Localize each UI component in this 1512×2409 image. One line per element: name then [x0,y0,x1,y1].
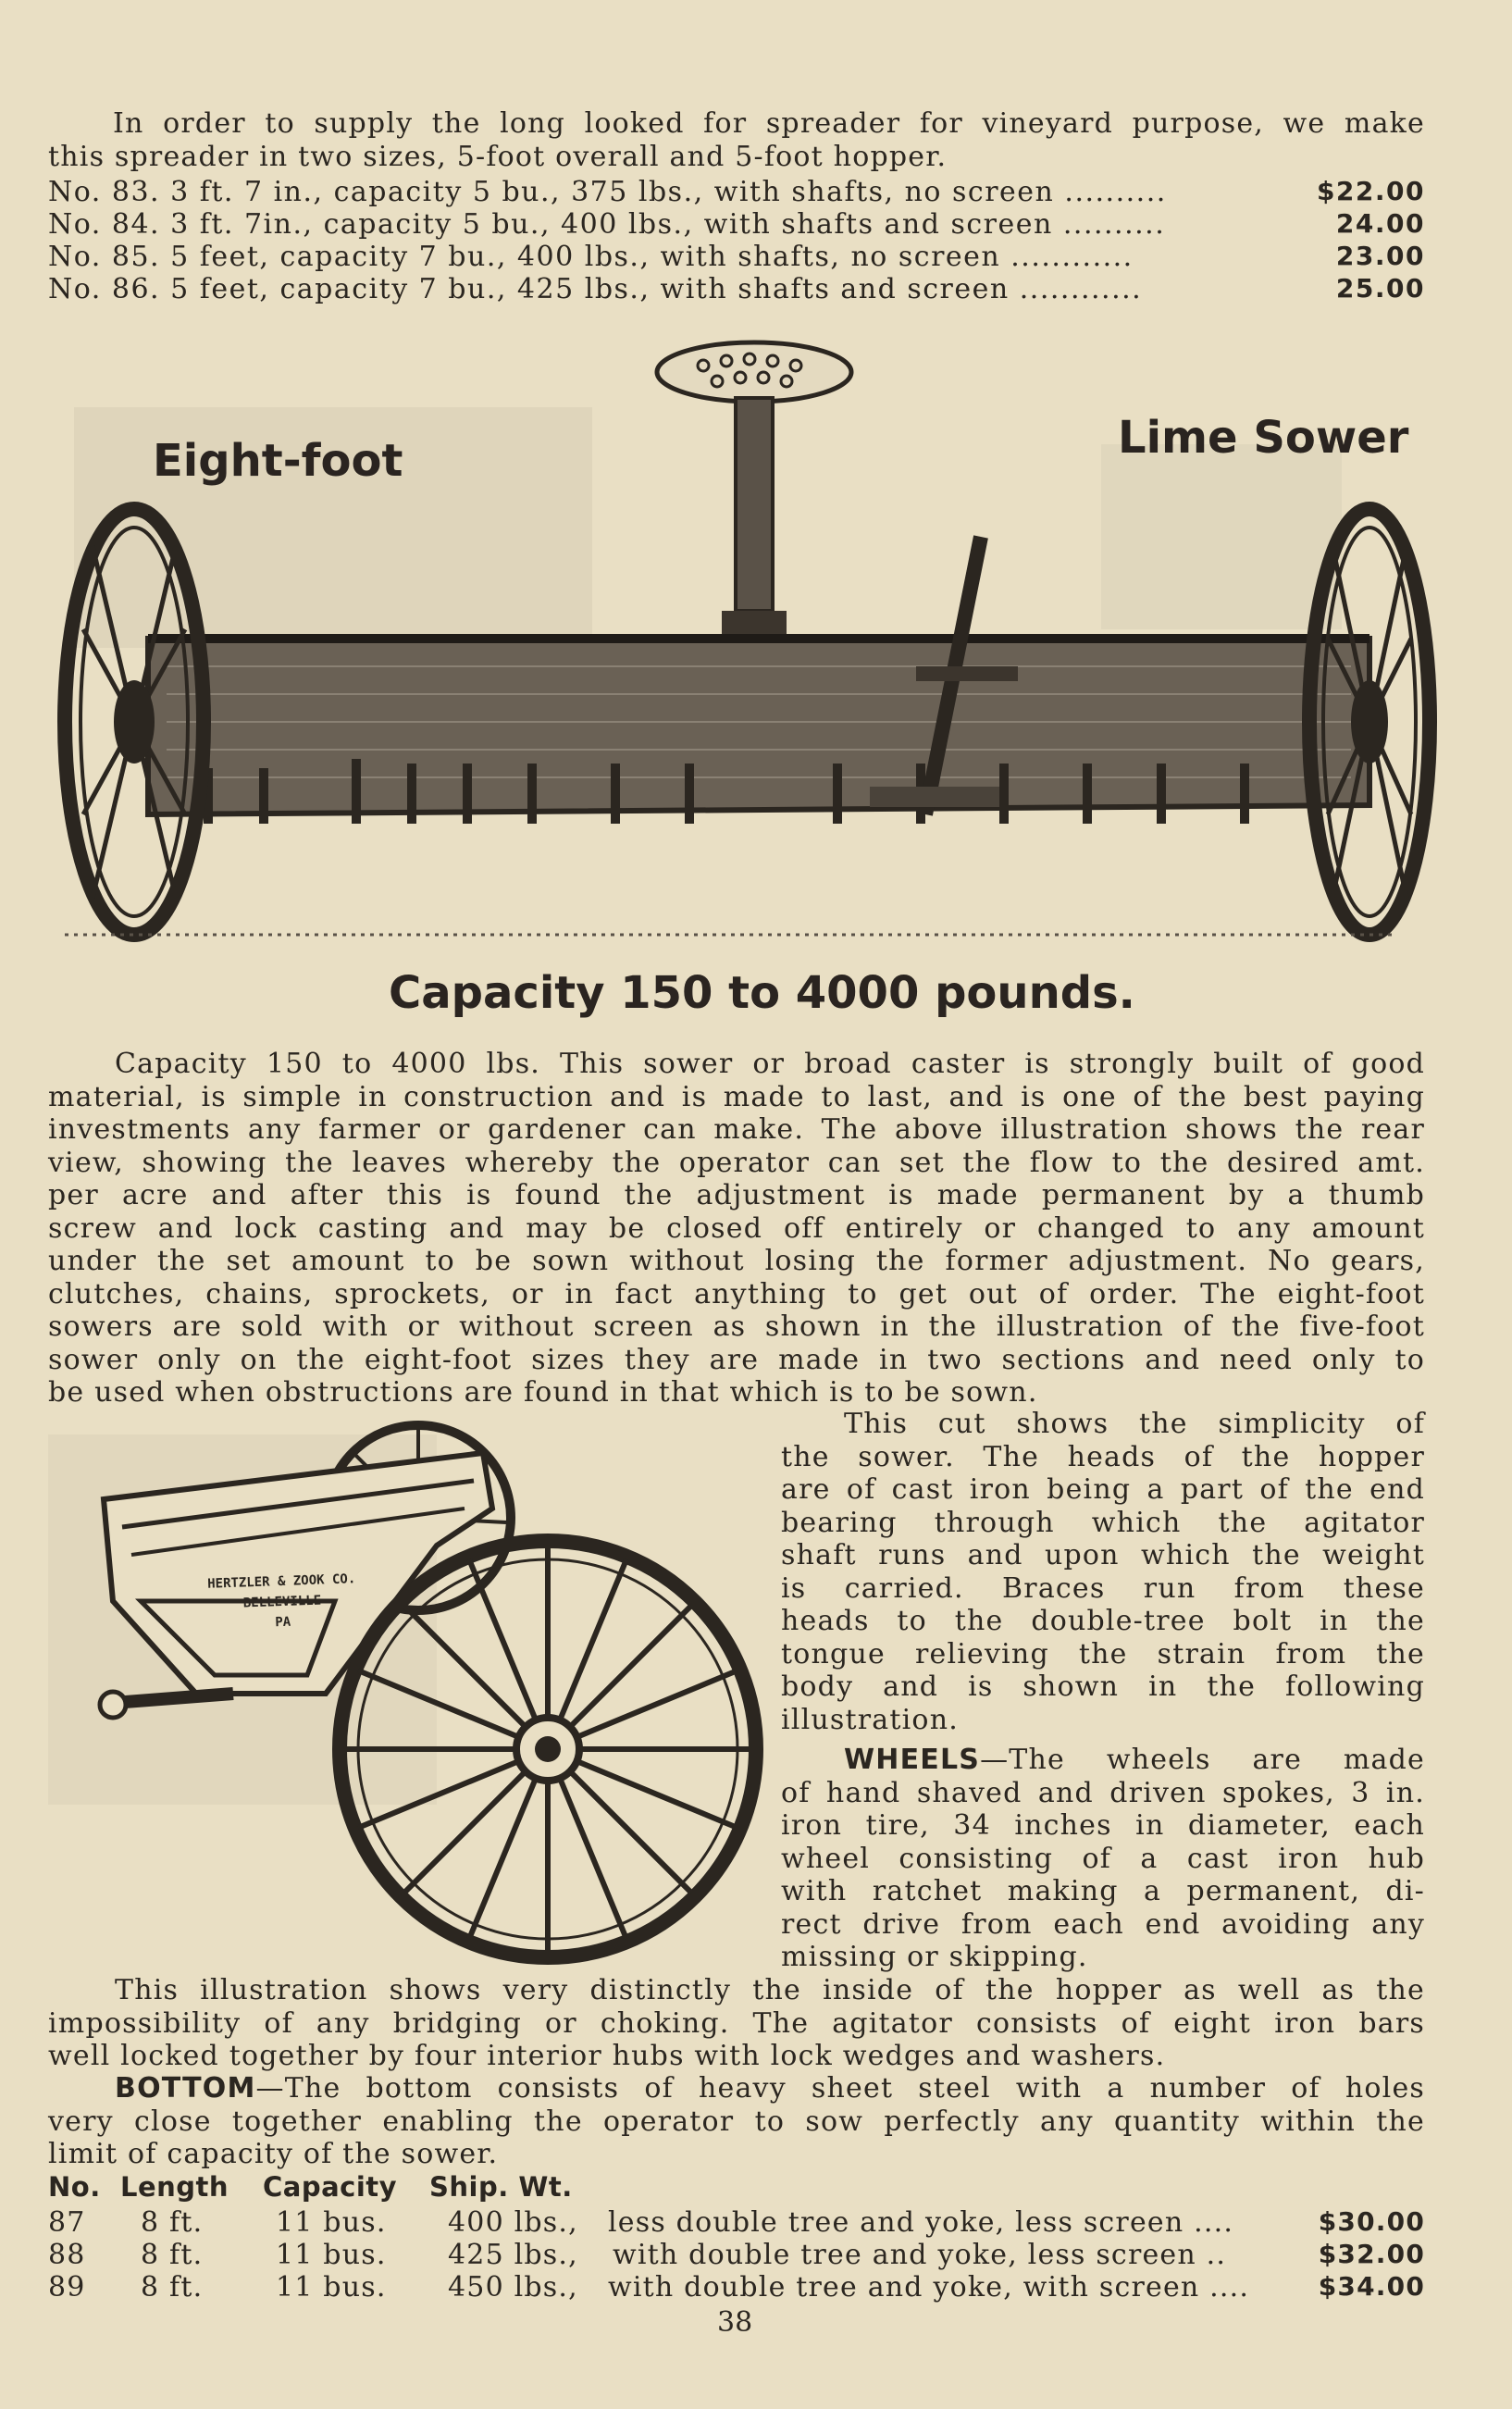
illustration-caption: Capacity 150 to 4000 pounds. [389,967,1135,1019]
intro-line-2: this spreader in two sizes, 5-foot overall and 5-foot hopper. [48,140,948,173]
page-number: 38 [717,2306,753,2339]
hopper-paragraph: This illustration shows very distinctly the inside of the hopper as well as the impossibility of any bridging or choking. The agitator consists of eight iron bars well locked together by four interior hubs with lock wedges and washers. [48,1974,1425,2072]
intro-paragraph [48,107,1425,173]
maker-plate: HERTZLER & ZOOK CO. BELLEVILLE PA [206,1571,356,1631]
description-paragraph: Capacity 150 to 4000 lbs. This sower or broad caster is strongly built of good material, is simple in construction and is made to last, and is one of the best paying investments any farmer or gardener can make. The above illustration shows the rear view, showing the leaves whereby the operator can set the flow to the desired amt. per acre and after this is found the adjustment is made permanent by a thumb screw and lock casting and may be closed off entirely or changed to any amount under the set amount to be sown without losing the former adjustment. No gears, clutches, chains, sprockets, or in fact anything to get out of order. The eight-foot sowers are sold with or without screen as shown in the illustration of the five-foot sower only on the eight-foot sizes they are made in two sections and need only to be used when obstructions are found in that which is to be sown. [48,1048,1425,1409]
bottom-paragraph: BOTTOM—The bottom consists of heavy sheet steel with a number of holes very close together enabling the operator to sow perfectly any quantity within the limit of capacity of the sower. [48,2072,1425,2170]
table-row: 88 8 ft. 11 bus. 425 lbs., with double tree and yoke, less screen .. $32.00 [48,2239,1425,2271]
illustration-title-right: Lime Sower [1118,412,1409,464]
side-paragraph: This cut shows the simplicity of the sower. The heads of the hopper are of cast iron being a part of the end bearing through which the agitator shaft runs and upon which the weight is carried. Braces run from these heads to the double-tree bolt in the tongue relieving the strain from the body and is shown in the following illustration. [781,1408,1425,1736]
wheels-heading: WHEELS [844,1744,981,1776]
table-header: No. Length Capacity Ship. Wt. [48,2171,573,2203]
table-row: 89 8 ft. 11 bus. 450 lbs., with double tree and yoke, with screen .... $34.00 [48,2271,1425,2303]
catalog-page: In order to supply the long looked for spreader for vineyard purpose, we make this spreader in two sizes, 5-foot overall and 5-foot hopper. No. 83. 3 ft. 7 in., capacity 5 bu., 375 lbs., with shafts, no screen .......... $22.00 No. 84. 3 ft. 7in., capacity 5 bu., 400 lbs., with shafts and screen .......... 24.00 No. 85. 5 feet, capacity 7 bu., 400 lbs., with shafts, no screen ............ 23.00 No. 86. 5 feet, capacity 7 bu., 425 lbs., with shafts and screen ............ 25.00 Eight-foot Lime Sower Capacity 150 to 4000 pounds. Capacity 150 to 4000 lbs. This sower or broad caster is strongly built of good material, is simple in construction and is made to last, and is one of the best paying investments any farmer or gardener can make. The above illustration shows the rear view, showing the leaves whereby the operator can set the flow to the desired amt. per acre and after this is found the adjustment is made permanent by a thumb screw and lock casting and may be closed off entirely or changed to any amount under the set amount to be sown without losing the former adjustment. No gears, clutches, chains, sprockets, or in fact anything to get out of order. The eight-foot sowers are sold with or without screen as shown in the illustration of the five-foot sower only on the eight-foot sizes they are made in two sections and need only to be used when obstructions are found in that which is to be sown. HERTZLER & ZOOK CO. BELLEVILLE PA This cut shows the simplicity of the sower. The heads of the hopper are of cast iron being a part of the end bearing through which the agitator shaft runs and upon which the weight is carried. Braces run from these heads to the double-tree bolt in the tongue relieving the strain from the body and is shown in the following illustration. WHEELS—The wheels are made of hand shaved and driven spokes, 3 in. iron tire, 34 inches in diameter, each wheel consisting of a cast iron hub with ratchet making a permanent, di- rect drive from each end avoiding any missing or skipping. This illustration shows very distinctly the inside of the hopper as well as the impossibility of any bridging or choking. The agitator consists of eight iron bars well locked together by four interior hubs with lock wedges and washers. BOTTOM—The bottom consists of heavy sheet steel with a number of holes very close together enabling the operator to sow perfectly any quantity within the limit of capacity of the sower. No. Length Capacity Ship. Wt. 87 8 ft. 11 bus. 400 lbs., less double tree and yoke, less screen .... $30.00 88 8 ft. 11 bus. 425 lbs., with double tree and yoke, less screen .. $32.00 89 8 ft. 11 bus. 450 lbs., with double tree and yoke, with screen .... $34.00 38 [0,0,1512,2409]
illustration-title-left: Eight-foot [153,435,403,487]
wheels-paragraph: WHEELS—The wheels are made of hand shaved and driven spokes, 3 in. iron tire, 34 inches in diameter, each wheel consisting of a cast iron hub with ratchet making a permanent, di- rect drive from each end avoiding any missing or skipping. [781,1744,1425,1973]
bottom-heading: BOTTOM [115,2072,256,2105]
intro-line-1: In order to supply the long looked for spreader for vineyard purpose, we make [113,107,1425,140]
sower-cutaway-illustration [48,1416,779,1971]
table-row: 87 8 ft. 11 bus. 400 lbs., less double tree and yoke, less screen .... $30.00 [48,2206,1425,2239]
